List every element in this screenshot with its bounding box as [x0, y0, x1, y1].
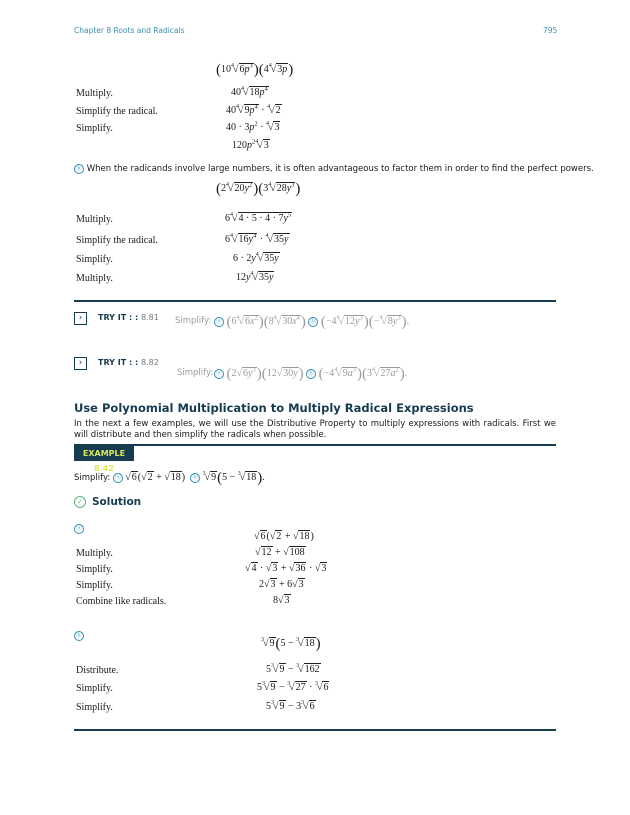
math-expression: $6 \cdot 2y^4√35y$ [233, 252, 279, 264]
step-label: Simplify. [76, 580, 113, 591]
step-label: Simplify the radical. [76, 235, 158, 246]
step-label: Combine like radicals. [76, 596, 167, 607]
try-it-8-82 [74, 357, 556, 382]
step-label: Simplify. [76, 254, 113, 265]
chapter-header: Chapter 8 Roots and Radicals [74, 26, 185, 35]
math-expression: $40^4√18p^4$ [231, 85, 268, 98]
step-label: Simplify. [76, 683, 113, 694]
math-expression: $6^4√16y^4 \cdot ^4√35y$ [225, 232, 289, 245]
math-expression: $5^3√9 - ^3√162$ [266, 663, 320, 675]
example-prompt: Simplify: ⓐ √6(√2 + √18) ⓑ $^3$√9(5 − $^3$√18). [74, 470, 265, 486]
math-expression: $120p^{24}√3$ [232, 138, 269, 151]
math-expression: 2√3 + 6√3 [259, 579, 304, 590]
math-expression: $5^3√9 - 3^3√6$ [266, 700, 315, 712]
step-label: Multiply. [76, 273, 113, 284]
math-expression: $(2^4√20y^2)(3^4√28y^3)$ [216, 181, 301, 197]
try-it-prompt: Simplify: [175, 316, 212, 326]
step-label: Multiply. [76, 548, 113, 559]
try-it-8-81 [74, 312, 556, 328]
try-it-expression: ⓐ $(2√6y^3)(12√30y)$ ⓑ $(-4^4√9a^3)(3^4√27a^2)$. [215, 366, 408, 382]
step-label: Multiply. [76, 88, 113, 99]
chevron-right-icon[interactable]: › [74, 312, 87, 325]
math-expression: 8√3 [273, 595, 290, 606]
chevron-right-icon[interactable]: › [74, 357, 87, 370]
math-expression: $12y^4√35y$ [236, 271, 274, 283]
step-label: Simplify. [76, 564, 113, 575]
check-icon: ✓ [74, 496, 86, 508]
math-expression: $40 \cdot 3p^2 \cdot ^4√3$ [226, 120, 280, 133]
try-it-label: TRY IT : : 8.81 [98, 313, 159, 322]
step-label: Simplify. [76, 702, 113, 713]
math-expression: $6^4√4 \cdot 5 \cdot 4 \cdot 7y^5$ [225, 211, 292, 224]
math-expression: √4 · √3 + √36 · √3 [245, 563, 327, 574]
math-expression: $^3$√9(5 − $^3$√18) [261, 636, 321, 652]
part-b-marker: ⓑ [75, 165, 82, 172]
divider [74, 444, 556, 446]
note-b [74, 164, 594, 174]
part-b-marker: ⓑ [75, 632, 82, 639]
try-it-label: TRY IT : : 8.82 [98, 358, 159, 367]
try-it-prompt: Simplify: [177, 368, 214, 378]
part-a-marker: ⓐ [75, 525, 82, 532]
try-it-expression: ⓐ $(6^4√6x^2)(8^4√30x^4)$ ⓑ $(-4^4√12y^3)(-^4√8y^3)$. [215, 314, 410, 330]
math-expression: $(10^4√6p^3)(4^4√3p)$ [216, 62, 294, 78]
math-expression: $40^4√9p^4 \cdot ^4√2$ [226, 103, 281, 116]
math-expression: √12 + √108 [255, 547, 305, 558]
step-label: Multiply. [76, 214, 113, 225]
math-expression: √6(√2 + √18) [254, 531, 314, 542]
page-number: 795 [543, 26, 558, 35]
solution-heading: ✓ Solution [74, 496, 141, 508]
step-label: Simplify. [76, 123, 113, 134]
step-label: Distribute. [76, 665, 119, 676]
divider [74, 300, 556, 302]
math-expression: $5^3√9 - ^3√27 \cdot ^3√6$ [257, 681, 329, 693]
divider [74, 729, 556, 731]
section-paragraph: In the next a few examples, we will use the Distributive Property to multiply expressions with radicals. First we will distribute and then simplify the radicals when possible. [74, 419, 556, 440]
note-text: When the radicands involve large numbers, it is often advantageous to factor them in order to find the perfect powers. [86, 164, 594, 174]
example-label: EXAMPLE 8.42 [74, 446, 134, 461]
step-label: Simplify the radical. [76, 106, 158, 117]
section-title: Use Polynomial Multiplication to Multiply Radical Expressions [74, 401, 474, 415]
